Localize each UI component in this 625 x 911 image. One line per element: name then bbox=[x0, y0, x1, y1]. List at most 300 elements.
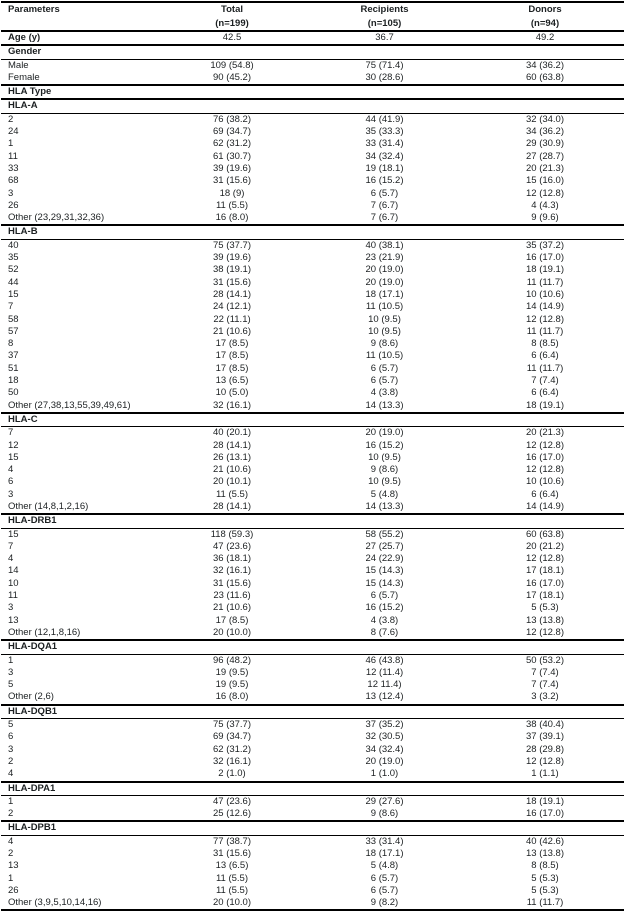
cell-value: 9 (9.6) bbox=[531, 212, 559, 224]
section-row bbox=[1, 225, 624, 239]
cell-value: 40 (38.1) bbox=[303, 239, 466, 252]
table-row bbox=[1, 277, 624, 289]
cell-value bbox=[466, 225, 624, 239]
table-row bbox=[1, 31, 624, 45]
cell-value: 25 (12.6) bbox=[212, 808, 252, 820]
row-label: 15 bbox=[8, 288, 19, 300]
cell-value: 61 (30.7) bbox=[212, 150, 252, 162]
row-label: Other (2,6) bbox=[8, 691, 54, 703]
cell-value bbox=[466, 640, 624, 654]
cell-value: 26 (13.1) bbox=[212, 451, 252, 463]
cell-value: 36 (18.1) bbox=[212, 553, 252, 565]
section-row bbox=[1, 782, 624, 796]
cell-value: 10 (5.0) bbox=[215, 387, 249, 399]
cell-value: 18 (19.1) bbox=[525, 264, 565, 276]
cell-value: 15 (14.3) bbox=[365, 577, 404, 589]
cell-value: 11 (5.5) bbox=[215, 884, 249, 896]
cell-value bbox=[303, 225, 466, 239]
cell-value: 6 (6.4) bbox=[531, 350, 559, 362]
row-label: 1 bbox=[8, 795, 14, 807]
cell-value: 8 (7.6) bbox=[370, 626, 399, 638]
row-label: 2 bbox=[8, 848, 14, 859]
row-label: 3 bbox=[8, 602, 14, 614]
cell-value: 5 (4.8) bbox=[370, 860, 399, 872]
row-label: 5 bbox=[8, 719, 14, 731]
cell-value: 47 (23.6) bbox=[212, 540, 252, 552]
cell-value: 11 (11.7) bbox=[526, 325, 564, 337]
table-row bbox=[1, 848, 624, 860]
cell-value: 75 (37.7) bbox=[161, 719, 303, 732]
cell-value: 17 (8.5) bbox=[215, 350, 249, 362]
table-row bbox=[1, 744, 624, 756]
cell-value: 11 (5.5) bbox=[215, 488, 249, 500]
table-row bbox=[1, 375, 624, 387]
cell-value: 96 (48.2) bbox=[161, 654, 303, 667]
cell-value: 19 (18.1) bbox=[365, 162, 404, 174]
row-label: 8 bbox=[8, 338, 14, 350]
table-row bbox=[1, 72, 624, 85]
section-row bbox=[1, 413, 624, 427]
cell-value: 7 (6.7) bbox=[370, 212, 399, 224]
table-row bbox=[1, 691, 624, 704]
table-row bbox=[1, 501, 624, 514]
cell-value bbox=[161, 413, 303, 427]
cell-value: 28 (14.1) bbox=[212, 439, 252, 451]
cell-value: 17 (18.1) bbox=[525, 565, 565, 577]
table-row bbox=[1, 363, 624, 375]
row-label: Other (12,1,8,16) bbox=[8, 626, 81, 638]
cell-value: 76 (38.2) bbox=[161, 113, 303, 126]
row-label: 4 bbox=[8, 464, 14, 476]
cell-value: 16 (17.0) bbox=[525, 252, 565, 264]
cell-value: 40 (42.6) bbox=[466, 835, 624, 848]
cell-value: 33 (31.4) bbox=[303, 835, 466, 848]
cell-value: 10 (10.6) bbox=[525, 476, 565, 488]
row-label: 2 bbox=[8, 808, 14, 820]
cell-value: 12 (12.8) bbox=[525, 313, 565, 325]
cell-value: 20 (19.0) bbox=[303, 427, 466, 440]
cell-value: 20 (19.0) bbox=[365, 755, 404, 767]
cell-value: 60 (63.8) bbox=[466, 528, 624, 541]
row-label: HLA-DQA1 bbox=[8, 641, 58, 653]
cell-value: 5 (5.3) bbox=[531, 872, 559, 884]
row-label: 7 bbox=[8, 427, 14, 439]
row-label: 13 bbox=[8, 614, 19, 626]
cell-value: 6 (5.7) bbox=[370, 375, 399, 387]
cell-value: 30 (28.6) bbox=[365, 71, 404, 83]
cell-value: 36.7 bbox=[303, 31, 466, 45]
cell-value: 62 (31.2) bbox=[212, 743, 252, 755]
table-row bbox=[1, 897, 624, 910]
table-row bbox=[1, 200, 624, 212]
table-row bbox=[1, 314, 624, 326]
cell-value: 7 (7.4) bbox=[531, 375, 559, 387]
table-row bbox=[1, 731, 624, 743]
cell-value: 31 (15.6) bbox=[212, 577, 252, 589]
table-row bbox=[1, 602, 624, 614]
row-label: 6 bbox=[8, 476, 14, 488]
row-label: 2 bbox=[8, 113, 14, 125]
row-label: 10 bbox=[8, 577, 19, 589]
row-label: 26 bbox=[8, 199, 19, 211]
cell-value: 13 (6.5) bbox=[215, 375, 249, 387]
cell-value: 38 (40.4) bbox=[466, 719, 624, 732]
row-label: Other (14,8,1,2,16) bbox=[8, 500, 89, 512]
row-label: 3 bbox=[8, 666, 14, 678]
cell-value: 2 (1.0) bbox=[218, 768, 246, 780]
table-row bbox=[1, 400, 624, 413]
row-label: 15 bbox=[8, 451, 19, 463]
table-row bbox=[1, 301, 624, 313]
row-label: 51 bbox=[8, 362, 19, 374]
cell-value: 20 (21.2) bbox=[525, 540, 565, 552]
row-label: 35 bbox=[8, 252, 19, 264]
table-row bbox=[1, 489, 624, 501]
row-label: Other (23,29,31,32,36) bbox=[8, 212, 105, 224]
cell-value: 15 (14.3) bbox=[365, 565, 404, 577]
cell-value: 10 (10.6) bbox=[525, 288, 565, 300]
row-label: 52 bbox=[8, 264, 19, 276]
row-label: 57 bbox=[8, 325, 19, 337]
cell-value: 16 (8.0) bbox=[215, 212, 249, 224]
row-label: 3 bbox=[8, 187, 14, 199]
cell-value bbox=[161, 99, 303, 113]
cell-value: 12 (12.8) bbox=[525, 464, 565, 476]
table-row bbox=[1, 679, 624, 691]
table-row bbox=[1, 654, 624, 667]
row-label: 12 bbox=[8, 439, 19, 451]
cell-value: 40 (20.1) bbox=[161, 427, 303, 440]
row-label: 14 bbox=[8, 565, 19, 577]
section-row bbox=[1, 45, 624, 59]
cell-value: 16 (8.0) bbox=[215, 691, 249, 703]
row-label: 11 bbox=[8, 150, 18, 162]
row-label: 6 bbox=[8, 731, 14, 743]
cell-value: 23 (21.9) bbox=[365, 252, 404, 264]
cell-value: 14 (13.3) bbox=[365, 399, 404, 411]
cell-value bbox=[303, 85, 466, 99]
cell-value: 19 (9.5) bbox=[215, 666, 249, 678]
cell-value: 8 (8.5) bbox=[531, 338, 559, 350]
column-title: Recipients bbox=[360, 4, 409, 15]
table-row bbox=[1, 476, 624, 488]
cell-value: 21 (10.6) bbox=[212, 325, 252, 337]
cell-value: 12 (12.8) bbox=[525, 187, 565, 199]
cell-value: 39 (19.6) bbox=[212, 162, 252, 174]
cell-value: 28 (29.8) bbox=[525, 743, 565, 755]
cell-value: 37 (39.1) bbox=[525, 731, 565, 743]
cell-value: 20 (19.0) bbox=[365, 276, 404, 288]
cell-value: 16 (15.2) bbox=[365, 602, 404, 614]
cell-value: 6 (5.7) bbox=[370, 872, 399, 884]
table-row bbox=[1, 565, 624, 577]
cell-value: 5 (4.8) bbox=[370, 488, 399, 500]
row-label: 37 bbox=[8, 350, 19, 362]
cell-value: 32 (16.1) bbox=[212, 755, 252, 767]
row-label: HLA-DRB1 bbox=[8, 515, 57, 527]
cell-value: 37 (35.2) bbox=[303, 719, 466, 732]
cell-value: 109 (54.8) bbox=[161, 59, 303, 72]
column-header-total bbox=[161, 2, 303, 31]
row-label: 3 bbox=[8, 743, 14, 755]
cell-value: 12 11.4) bbox=[367, 679, 402, 691]
cell-value bbox=[161, 514, 303, 528]
cell-value: 10 (9.5) bbox=[368, 451, 401, 463]
cell-value bbox=[161, 705, 303, 719]
cell-value bbox=[303, 640, 466, 654]
table-row bbox=[1, 667, 624, 679]
cell-value: 11 (5.5) bbox=[215, 872, 249, 884]
cell-value bbox=[466, 821, 624, 835]
cell-value: 20 (19.0) bbox=[365, 264, 404, 276]
cell-value: 6 (5.7) bbox=[370, 590, 399, 602]
cell-value: 28 (14.1) bbox=[212, 288, 252, 300]
row-label: 68 bbox=[8, 175, 19, 187]
cell-value: 34 (36.2) bbox=[525, 126, 565, 138]
table-row bbox=[1, 326, 624, 338]
cell-value: 77 (38.7) bbox=[161, 835, 303, 848]
cell-value bbox=[303, 413, 466, 427]
section-row bbox=[1, 821, 624, 835]
cell-value: 21 (10.6) bbox=[212, 602, 252, 614]
cell-value: 46 (43.8) bbox=[303, 654, 466, 667]
row-label: Age (y) bbox=[8, 32, 41, 43]
table-row bbox=[1, 590, 624, 602]
cell-value: 28 (14.1) bbox=[212, 500, 252, 512]
table-row bbox=[1, 452, 624, 464]
row-label: 33 bbox=[8, 162, 19, 174]
table-row bbox=[1, 808, 624, 821]
cell-value: 44 (41.9) bbox=[303, 113, 466, 126]
row-label: 5 bbox=[8, 679, 14, 691]
section-row bbox=[1, 640, 624, 654]
cell-value: 34 (36.2) bbox=[466, 59, 624, 72]
table-row bbox=[1, 387, 624, 399]
table-row bbox=[1, 541, 624, 553]
table-row bbox=[1, 264, 624, 276]
cell-value bbox=[161, 85, 303, 99]
cell-value: 21 (10.6) bbox=[212, 464, 252, 476]
cell-value: 5 (5.3) bbox=[531, 602, 559, 614]
cell-value: 75 (37.7) bbox=[161, 239, 303, 252]
cell-value: 32 (16.1) bbox=[212, 565, 252, 577]
row-label: 2 bbox=[8, 755, 14, 767]
cell-value: 20 (10.1) bbox=[212, 476, 252, 488]
cell-value bbox=[466, 413, 624, 427]
row-label: Other (3,9,5,10,14,16) bbox=[8, 897, 102, 909]
cell-value: 29 (30.9) bbox=[525, 138, 565, 150]
cell-value: 13 (12.4) bbox=[365, 691, 404, 703]
cell-value: 24 (12.1) bbox=[212, 301, 252, 313]
cell-value bbox=[466, 705, 624, 719]
cell-value: 49.2 bbox=[466, 31, 624, 45]
cell-value: 31 (15.6) bbox=[212, 848, 252, 859]
column-header-parameters: Parameters bbox=[8, 4, 60, 15]
cell-value: 42.5 bbox=[161, 31, 303, 45]
cell-value: 62 (31.2) bbox=[212, 138, 252, 150]
cell-value: 4 (3.8) bbox=[370, 387, 399, 399]
table-row bbox=[1, 885, 624, 897]
cell-value bbox=[466, 85, 624, 99]
table-row bbox=[1, 860, 624, 872]
table-row bbox=[1, 768, 624, 781]
table-row bbox=[1, 835, 624, 848]
table-row bbox=[1, 175, 624, 187]
table-header-row bbox=[1, 2, 624, 31]
row-label: 4 bbox=[8, 835, 14, 847]
row-label: 58 bbox=[8, 313, 19, 325]
cell-value: 5 (5.3) bbox=[531, 884, 559, 896]
cell-value bbox=[466, 99, 624, 113]
cell-value: 20 (10.0) bbox=[212, 626, 252, 638]
cell-value: 12 (11.4) bbox=[365, 666, 404, 678]
table-row bbox=[1, 627, 624, 640]
cell-value: 6 (6.4) bbox=[531, 387, 559, 399]
table-row bbox=[1, 163, 624, 175]
table-row bbox=[1, 578, 624, 590]
row-label: 50 bbox=[8, 387, 19, 399]
cell-value: 90 (45.2) bbox=[212, 71, 252, 83]
cell-value: 18 (9) bbox=[219, 187, 245, 199]
cell-value: 58 (55.2) bbox=[303, 528, 466, 541]
column-n: (n=94) bbox=[530, 17, 560, 29]
cell-value: 6 (5.7) bbox=[370, 884, 399, 896]
table-row bbox=[1, 59, 624, 72]
row-label: HLA Type bbox=[8, 86, 52, 98]
table-row bbox=[1, 440, 624, 452]
row-label: Gender bbox=[8, 46, 42, 58]
cell-value: 22 (11.1) bbox=[213, 313, 251, 325]
cell-value: 35 (37.2) bbox=[466, 239, 624, 252]
row-label: 1 bbox=[8, 872, 14, 884]
cell-value: 13 (6.5) bbox=[215, 860, 249, 872]
cell-value bbox=[161, 45, 303, 59]
cell-value bbox=[466, 782, 624, 796]
column-n: (n=105) bbox=[367, 17, 402, 29]
row-label: 13 bbox=[8, 860, 19, 872]
cell-value: 13 (13.8) bbox=[525, 614, 565, 626]
table-row bbox=[1, 338, 624, 350]
row-label: 1 bbox=[8, 654, 14, 666]
cell-value: 16 (17.0) bbox=[525, 808, 565, 820]
row-label: HLA-DPA1 bbox=[8, 782, 56, 794]
cell-value: 13 (13.8) bbox=[525, 848, 565, 859]
cell-value: 9 (8.2) bbox=[303, 897, 466, 910]
row-label: HLA-DQB1 bbox=[8, 705, 58, 717]
row-label: HLA-B bbox=[8, 226, 38, 238]
table-row bbox=[1, 239, 624, 252]
cell-value: 69 (34.7) bbox=[212, 126, 252, 138]
cell-value: 9 (8.6) bbox=[370, 808, 399, 820]
cell-value: 16 (17.0) bbox=[525, 451, 565, 463]
cell-value: 4 (3.8) bbox=[370, 614, 399, 626]
cell-value: 18 (17.1) bbox=[365, 848, 404, 859]
cell-value: 11 (5.5) bbox=[215, 199, 249, 211]
table-row bbox=[1, 138, 624, 150]
row-label: 4 bbox=[8, 553, 14, 565]
cell-value: 6 (5.7) bbox=[370, 362, 399, 374]
table-row bbox=[1, 553, 624, 565]
cell-value: 16 (15.2) bbox=[365, 175, 404, 187]
cell-value: 31 (15.6) bbox=[212, 276, 252, 288]
section-row bbox=[1, 99, 624, 113]
cell-value bbox=[161, 225, 303, 239]
cell-value: 17 (8.5) bbox=[215, 338, 249, 350]
cell-value: 60 (63.8) bbox=[525, 71, 565, 83]
cell-value: 11 (11.7) bbox=[526, 362, 564, 374]
table-row bbox=[1, 719, 624, 732]
cell-value: 38 (19.1) bbox=[212, 264, 252, 276]
table-body bbox=[1, 31, 624, 910]
column-title: Total bbox=[221, 4, 243, 15]
cell-value: 50 (53.2) bbox=[466, 654, 624, 667]
cell-value bbox=[303, 782, 466, 796]
cell-value bbox=[161, 640, 303, 654]
row-label: Female bbox=[8, 71, 40, 83]
cell-value: 39 (19.6) bbox=[212, 252, 252, 264]
cell-value: 17 (8.5) bbox=[215, 362, 249, 374]
table-row bbox=[1, 252, 624, 264]
cell-value bbox=[466, 514, 624, 528]
hla-parameters-table bbox=[1, 1, 624, 911]
cell-value: 15 (16.0) bbox=[525, 175, 565, 187]
table-row bbox=[1, 151, 624, 163]
cell-value: 18 (17.1) bbox=[365, 288, 404, 300]
table-row bbox=[1, 113, 624, 126]
column-header-donors bbox=[466, 2, 624, 31]
cell-value: 14 (14.9) bbox=[525, 301, 565, 313]
cell-value: 16 (15.2) bbox=[365, 439, 404, 451]
cell-value: 1 (1.0) bbox=[370, 768, 399, 780]
cell-value: 34 (32.4) bbox=[365, 150, 404, 162]
cell-value: 24 (22.9) bbox=[365, 553, 404, 565]
cell-value: 27 (25.7) bbox=[365, 540, 404, 552]
row-label: Other (27,38,13,55,39,49,61) bbox=[8, 399, 131, 411]
cell-value: 12 (12.8) bbox=[525, 439, 565, 451]
row-label: 18 bbox=[8, 375, 19, 387]
cell-value: 6 (6.4) bbox=[531, 488, 559, 500]
cell-value: 7 (6.7) bbox=[370, 199, 399, 211]
cell-value: 35 (33.3) bbox=[365, 126, 404, 138]
table-row bbox=[1, 188, 624, 200]
column-header-recipients bbox=[303, 2, 466, 31]
cell-value bbox=[303, 705, 466, 719]
cell-value: 32 (34.0) bbox=[466, 113, 624, 126]
cell-value bbox=[303, 821, 466, 835]
row-label: 4 bbox=[8, 768, 14, 780]
table-row bbox=[1, 873, 624, 885]
row-label: HLA-A bbox=[8, 100, 38, 112]
table-row bbox=[1, 212, 624, 225]
table-row bbox=[1, 126, 624, 138]
cell-value: 11 (11.7) bbox=[466, 897, 624, 910]
cell-value: 9 (8.6) bbox=[370, 464, 399, 476]
row-label: 24 bbox=[8, 126, 19, 138]
cell-value: 118 (59.3) bbox=[161, 528, 303, 541]
cell-value: 11 (11.7) bbox=[526, 276, 564, 288]
row-label: 40 bbox=[8, 239, 19, 251]
cell-value: 75 (71.4) bbox=[303, 59, 466, 72]
cell-value: 20 (21.3) bbox=[525, 162, 565, 174]
cell-value: 23 (11.6) bbox=[213, 590, 251, 602]
cell-value: 32 (16.1) bbox=[212, 399, 252, 411]
cell-value: 7 (7.4) bbox=[531, 666, 559, 678]
cell-value: 20 (10.0) bbox=[161, 897, 303, 910]
cell-value bbox=[303, 514, 466, 528]
row-label: HLA-C bbox=[8, 413, 38, 425]
cell-value: 32 (30.5) bbox=[365, 731, 404, 743]
row-label: HLA-DPB1 bbox=[8, 822, 57, 834]
